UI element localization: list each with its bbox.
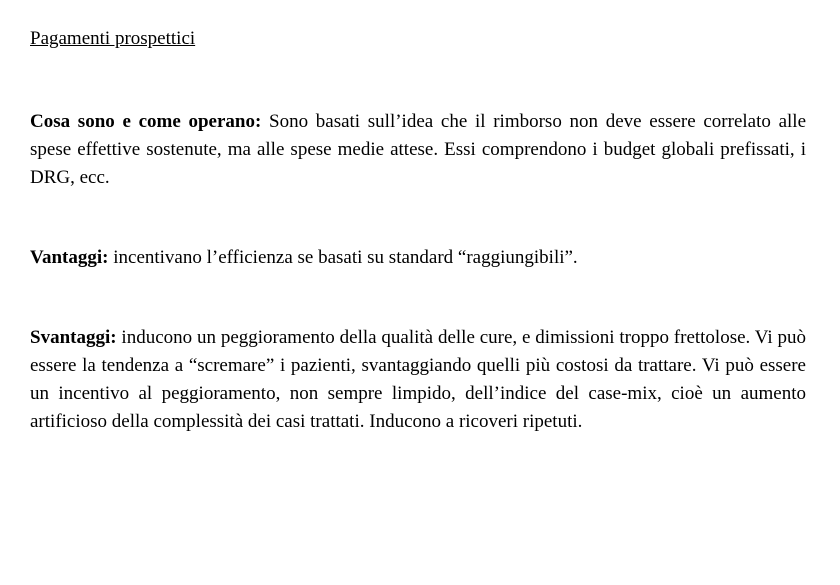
section-heading: Cosa sono e come operano: bbox=[30, 111, 262, 132]
section-body: incentivano l’efficienza se basati su standard “raggiungibili”. bbox=[108, 247, 578, 268]
section-how-it-works bbox=[30, 108, 806, 192]
section-heading: Svantaggi: bbox=[30, 327, 117, 348]
section-heading: Vantaggi: bbox=[30, 247, 109, 268]
section-body: Sono basati sull’idea che il rimborso non deve essere correlato alle spese effettive sostenute, ma alle spese medie attese. Essi comprendono i budget globali prefissati, i DRG, ecc. bbox=[30, 111, 806, 188]
page-title: Pagamenti prospettici bbox=[30, 28, 196, 49]
document-page bbox=[30, 26, 806, 436]
section-disadvantages bbox=[30, 324, 806, 436]
section-body: inducono un peggioramento della qualità delle cure, e dimissioni troppo frettolose. Vi può essere la tendenza a “scremare” i pazienti, svantaggiando quelli più costosi da trattare. Vi può essere un incentivo al peggioramento, non sempre limpido, dell’indice del case-mix, cioè un aumento artificioso della complessità dei casi trattati. Inducono a ricoveri ripetuti. bbox=[30, 327, 806, 432]
section-advantages bbox=[30, 244, 806, 272]
